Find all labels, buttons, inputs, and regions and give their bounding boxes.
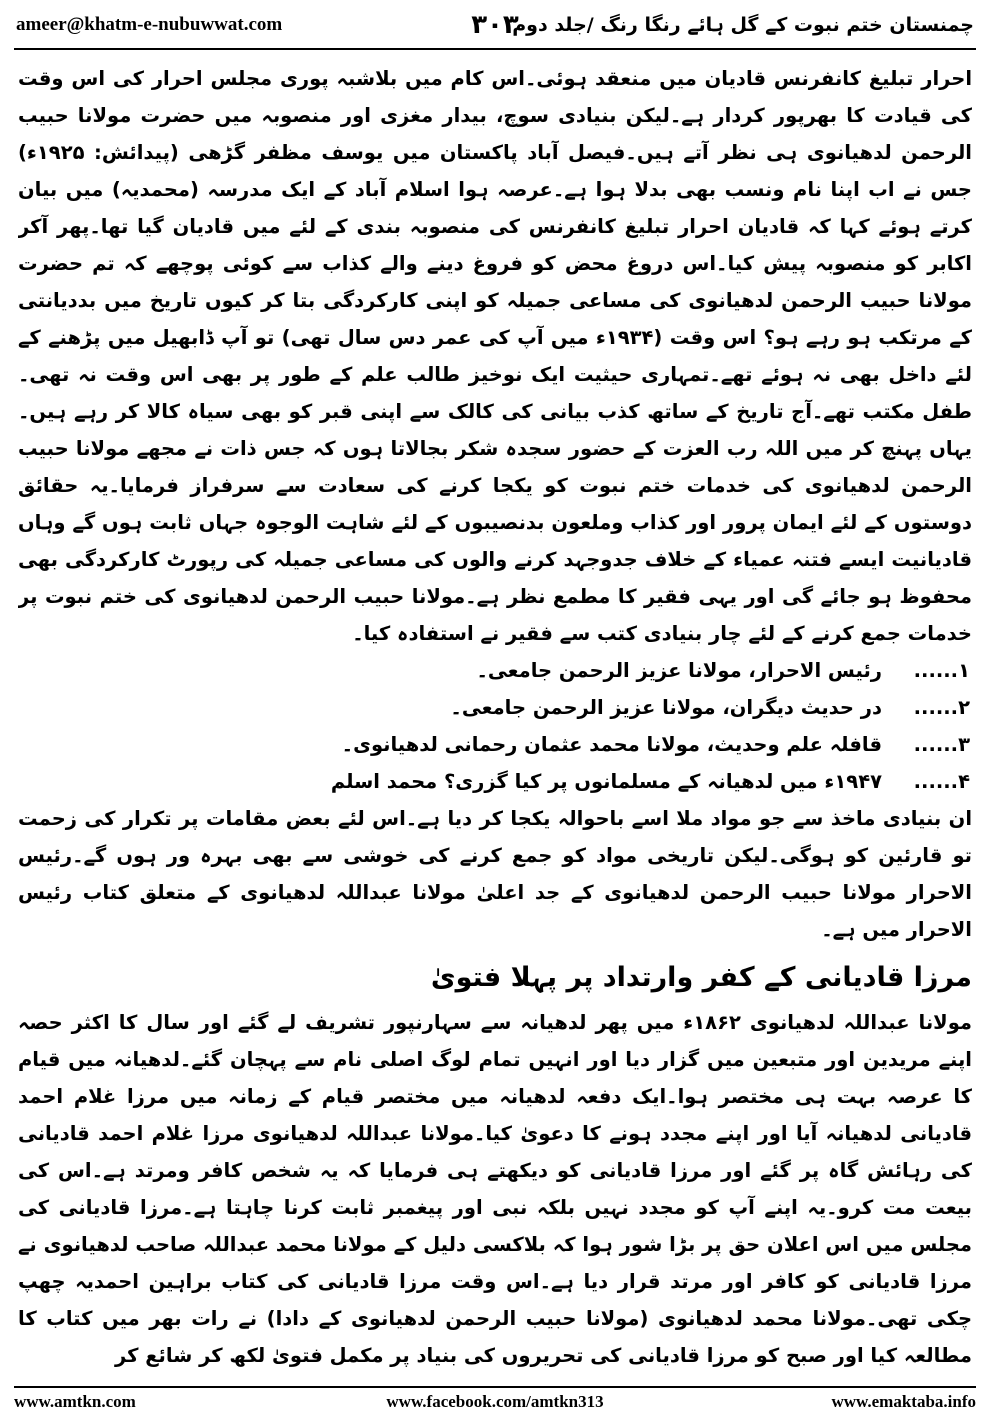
list-item-text: رئیس الاحرار، مولانا عزیز الرحمن جامعی۔: [476, 659, 882, 682]
footer-divider: [14, 1386, 976, 1388]
list-marker: ۱......: [913, 659, 970, 682]
book-title: چمنستان ختم نبوت کے گل ہائے رنگا رنگ /جلد دوم: [512, 14, 974, 36]
sources-list: [18, 652, 972, 800]
header-email[interactable]: ameer@khatm-e-nubuwwat.com: [16, 14, 283, 35]
header-divider: [14, 48, 976, 50]
footer-link-facebook[interactable]: www.facebook.com/amtkn313: [386, 1392, 604, 1411]
page-footer: [14, 1392, 976, 1416]
list-item: [18, 726, 972, 763]
list-item: [18, 652, 972, 689]
list-marker: ۴......: [913, 770, 970, 793]
list-item-text: ۱۹۴۷ء میں لدھیانہ کے مسلمانوں پر کیا گزری؟ محمد اسلم: [330, 770, 882, 793]
footer-link-amtkn[interactable]: www.amtkn.com: [14, 1392, 136, 1411]
intro-paragraph: احرار تبلیغ کانفرنس قادیان میں منعقد ہوئی۔اس کام میں بلاشبہ پوری مجلس احرار کی اس وقت کی قیادت کا بھرپور کردار ہے۔لیکن بنیادی سوچ، بیدار مغزی اور منصوبہ میں حضرت مولانا حبیب الرحمن لدھیانوی ہی نظر آتے ہیں۔فیصل آباد پاکستان میں یوسف مظفر گڑھی (پیدائش: ۱۹۲۵ء) جس نے اب اپنا نام ونسب بھی بدلا ہوا ہے۔عرصہ ہوا اسلام آباد کے ایک مدرسہ (محمدیہ) میں بیان کرتے ہوئے کہا کہ قادیان احرار تبلیغ کانفرنس کی منصوبہ بندی کے لئے میں قادیان گیا تھا۔پھر آکر اکابر کو منصوبہ پیش کیا۔اس دروغ محض کو فروغ دینے والے کذاب سے کوئی پوچھے کہ تم حضرت مولانا حبیب الرحمن لدھیانوی کی مساعی جمیلہ کو اپنی کارکردگی بتا کر کیوں تاریخ میں بددیانتی کے مرتکب ہو رہے ہو؟ اس وقت (۱۹۳۴ء میں آپ کی عمر دس سال تھی) تو آپ ڈابھیل میں پڑھنے کے لئے داخل بھی نہ ہوئے تھے۔تمہاری حیثیت ایک نوخیز طالب علم کے طور پر بھی اس وقت نہ تھی۔طفل مکتب تھے۔آج تاریخ کے ساتھ کذب بیانی کی کالک سے اپنی قبر کو بھی سیاہ کالا کر رہے ہیں۔یہاں پہنچ کر میں اللہ رب العزت کے حضور سجدہ شکر بجالاتا ہوں کہ جس ذات نے مجھے مولانا حبیب الرحمن لدھیانوی کی خدمات ختم نبوت کو یکجا کرنے کی سعادت سے سرفراز فرمایا۔یہ حقائق دوستوں کے لئے ایمان پرور اور کذاب وملعون بدنصیبوں کے لئے شاہت الوجوہ جہاں ثابت ہوں گے وہاں قادیانیت ایسے فتنہ عمیاء کے خلاف جدوجہد کرنے والوں کی مساعی جمیلہ کی رپورٹ کارکردگی بھی محفوظ ہو جائے گی اور یہی فقیر کا مطمع نظر ہے۔مولانا حبیب الرحمن لدھیانوی کی ختم نبوت پر خدمات جمع کرنے کے لئے چار بنیادی کتب سے فقیر نے استفادہ کیا۔: [18, 67, 972, 645]
list-marker: ۳......: [913, 733, 970, 756]
list-item-text: در حدیث دیگران، مولانا عزیز الرحمن جامعی۔: [450, 696, 882, 719]
list-item: [18, 763, 972, 800]
page-header: [10, 8, 980, 44]
list-item-text: قافلہ علم وحدیث، مولانا محمد عثمان رحمانی لدھیانوی۔: [341, 733, 882, 756]
section-heading: مرزا قادیانی کے کفر وارتداد پر پہلا فتویٰ: [430, 962, 972, 993]
page-body: [18, 60, 972, 1380]
page-number: ۳۰۳: [471, 10, 519, 40]
list-item: [18, 689, 972, 726]
list-marker: ۲......: [913, 696, 970, 719]
footer-link-emaktaba[interactable]: www.emaktaba.info: [831, 1392, 976, 1411]
after-list-paragraph: ان بنیادی ماخذ سے جو مواد ملا اسے باحوالہ یکجا کر دیا ہے۔اس لئے بعض مقامات پر تکرار کی زحمت تو قارئین کو ہوگی۔لیکن تاریخی مواد کو جمع کرنے کی خوشی سے بھی بہرہ ور ہوں گے۔رئیس الاحرار مولانا حبیب الرحمن لدھیانوی کے جد اعلیٰ مولانا عبداللہ لدھیانوی کے متعلق کتاب رئیس الاحرار میں ہے۔: [18, 807, 972, 941]
section-paragraph: مولانا عبداللہ لدھیانوی ۱۸۶۲ء میں پھر لدھیانہ سے سہارنپور تشریف لے گئے اور سال کا اکثر حصہ اپنے مریدین اور متبعین میں گزار دیا اور انہیں تمام لوگ اصلی نام سے پہچان گئے۔لدھیانہ میں قیام کا عرصہ بہت ہی مختصر ہوا۔ایک دفعہ لدھیانہ میں مختصر قیام کے زمانہ میں مرزا غلام احمد قادیانی لدھیانہ آیا اور اپنے مجدد ہونے کا دعویٰ کیا۔مولانا عبداللہ لدھیانوی مرزا غلام احمد قادیانی کی رہائش گاہ پر گئے اور مرزا قادیانی کو دیکھتے ہی فرمایا کہ یہ شخص کافر ومرتد ہے۔اس کی بیعت مت کرو۔یہ اپنے آپ کو مجدد نہیں بلکہ نبی اور پیغمبر ثابت کرنا چاہتا ہے۔مرزا قادیانی کی مجلس میں اس اعلان حق پر بڑا شور ہوا کہ بلاکسی دلیل کے مولانا محمد عبداللہ صاحب لدھیانوی نے مرزا قادیانی کو کافر اور مرتد قرار دیا ہے۔اس وقت مرزا قادیانی کی کتاب براہین احمدیہ چھپ چکی تھی۔مولانا محمد لدھیانوی (مولانا حبیب الرحمن لدھیانوی کے دادا) نے رات بھر میں کتاب کا مطالعہ کیا اور صبح کو مرزا قادیانی کی تحریروں کی بنیاد پر مکمل فتویٰ لکھ کر شائع کر: [18, 1011, 972, 1367]
